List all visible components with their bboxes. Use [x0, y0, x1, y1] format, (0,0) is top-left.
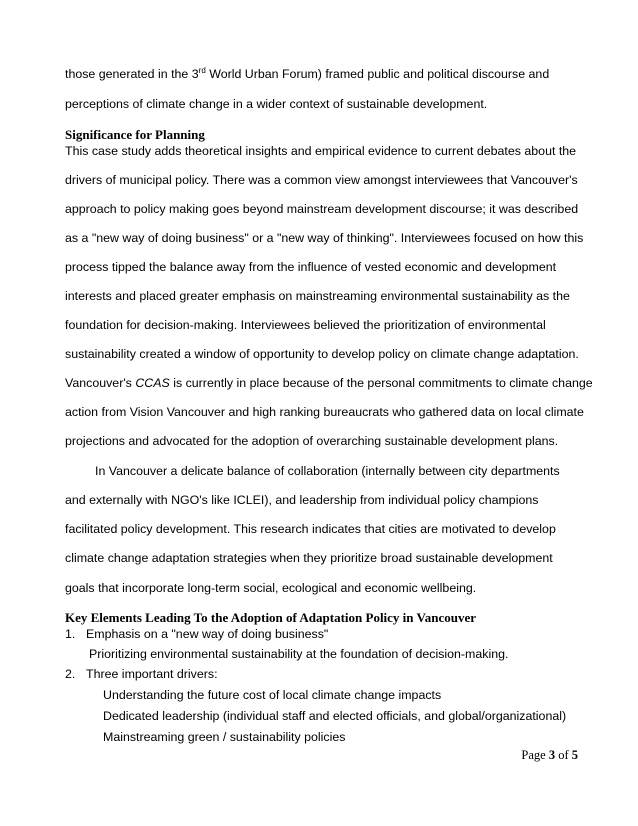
body-line: drivers of municipal policy. There was a common view amongst interviewees that Vancouver's — [65, 173, 578, 187]
body-line: and externally with NGO's like ICLEI), and leadership from individual policy champions — [65, 493, 539, 507]
body-line: approach to policy making goes beyond mainstream development discourse; it was described — [65, 202, 579, 216]
list-subitem: Prioritizing environmental sustainability at the foundation of decision-making. — [89, 647, 509, 661]
list-subitem: Dedicated leadership (individual staff and elected officials, and global/organizational) — [103, 709, 567, 723]
body-line: action from Vision Vancouver and high ranking bureaucrats who gathered data on local climate — [65, 405, 584, 419]
list-item-1-number: 1. — [65, 627, 76, 641]
list-item-1-label: Emphasis on a "new way of doing business" — [86, 627, 329, 641]
list-item-2-number: 2. — [65, 667, 76, 681]
body-line: interests and placed greater emphasis on mainstreaming environmental sustainability as the — [65, 289, 570, 303]
section-heading-key-elements: Key Elements Leading To the Adoption of Adaptation Policy in Vancouver — [65, 610, 477, 625]
intro-line-2: perceptions of climate change in a wider context of sustainable development. — [65, 97, 488, 111]
body-line: process tipped the balance away from the influence of vested economic and development — [65, 260, 557, 274]
body-line-indented: In Vancouver a delicate balance of collaboration (internally between city departments — [95, 464, 560, 478]
ccas-acronym: CCAS — [135, 376, 170, 390]
body-line-ccas: Vancouver's CCAS is currently in place because of the personal commitments to climate change — [65, 376, 593, 390]
body-line: foundation for decision-making. Interviewees believed the prioritization of environmental — [65, 318, 546, 332]
body-line: This case study adds theoretical insights and empirical evidence to current debates about the — [65, 144, 577, 158]
intro-line-1: those generated in the 3rd World Urban Forum) framed public and political discourse and — [65, 65, 550, 81]
body-line: sustainability created a window of opportunity to develop policy on climate change adaptation. — [65, 347, 579, 361]
body-line: goals that incorporate long-term social, ecological and economic wellbeing. — [65, 581, 477, 595]
body-line: facilitated policy development. This research indicates that cities are motivated to develop — [65, 522, 556, 536]
body-line: as a "new way of doing business" or a "new way of thinking". Interviewees focused on how this — [65, 231, 584, 245]
body-line: projections and advocated for the adoption of overarching sustainable development plans. — [65, 434, 559, 448]
body-line: climate change adaptation strategies when they prioritize broad sustainable development — [65, 551, 553, 565]
section-heading-significance: Significance for Planning — [65, 127, 205, 142]
page-number: Page 3 of 5 — [521, 748, 578, 762]
list-subitem: Mainstreaming green / sustainability policies — [103, 730, 346, 744]
list-subitem: Understanding the future cost of local climate change impacts — [103, 688, 442, 702]
list-item-2-label: Three important drivers: — [86, 667, 218, 681]
